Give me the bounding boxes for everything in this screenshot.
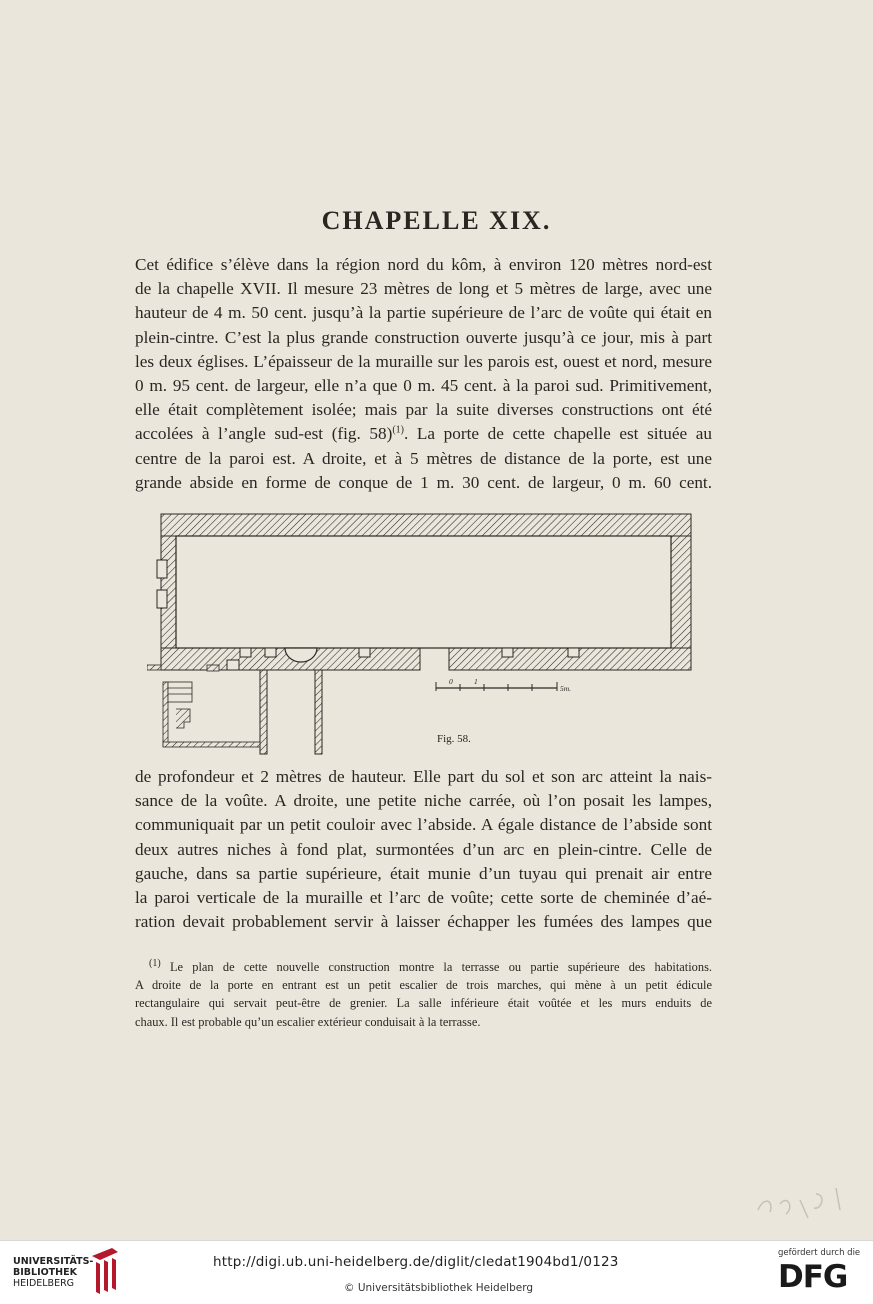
footnote-reference[interactable]: (1) bbox=[392, 424, 405, 436]
paragraph-1 bbox=[135, 253, 712, 495]
text-segment: . La porte de cette chapelle est située au bbox=[404, 424, 712, 444]
text-line: plein-cintre. C’est la plus grande construction ouverte jusqu’à ce jour, mis à part bbox=[135, 327, 712, 347]
text-line: la paroi verticale de la muraille et l’arc de voûte; cette sorte de cheminée d’aé- bbox=[135, 888, 712, 908]
south-annex bbox=[147, 660, 322, 754]
text-line: Cet édifice s’élève dans la région nord du kôm, à environ 120 mètres nord-est bbox=[135, 255, 712, 274]
text-line: deux autres niches à fond plat, surmontées d’un arc en plein-cintre. Celle de bbox=[135, 839, 712, 859]
text-line: de la chapelle XVII. Il mesure 23 mètres de long et 5 mètres de large, avec une bbox=[135, 279, 712, 299]
footnote-line: rectangulaire qui servait peut-être de grenier. La salle inférieure était voûtée et les murs enduits de bbox=[135, 996, 712, 1011]
dfg-logo[interactable]: DFG bbox=[778, 1259, 848, 1295]
text-segment: accolées à l’angle sud-est (fig. 58) bbox=[135, 424, 393, 444]
scale-label-five: 5m. bbox=[560, 684, 572, 693]
text-line: hauteur de 4 m. 50 cent. jusqu’à la partie supérieure de l’arc de voûte qui était en bbox=[135, 303, 712, 323]
text-line: 0 m. 95 cent. de largeur, elle n’a que 0 m. 45 cent. à la paroi sud. Primitivement, bbox=[135, 376, 712, 396]
footnote bbox=[135, 958, 712, 1031]
page-title: CHAPELLE XIX. bbox=[321, 206, 552, 235]
footnote-line: chaux. Il est probable qu’un escalier extérieur conduisait à la terrasse. bbox=[135, 1014, 481, 1029]
scale-label-one: 1 bbox=[474, 677, 478, 686]
text-line-with-footnote bbox=[135, 422, 712, 446]
footnote-text: Le plan de cette nouvelle construction montre la terrasse ou partie supérieure des habitations. bbox=[169, 960, 712, 974]
text-line: grande abside en forme de conque de 1 m. 30 cent. de largeur, 0 m. 60 cent. bbox=[135, 472, 712, 492]
text-line: sance de la voûte. A droite, une petite niche carrée, où l’on posait les lampes, bbox=[135, 791, 712, 811]
library-logo-icon[interactable] bbox=[88, 1246, 124, 1296]
text-line: de profondeur et 2 mètres de hauteur. Elle part du sol et son arc atteint la nais- bbox=[135, 767, 712, 786]
figure-caption: Fig. 58. bbox=[437, 733, 471, 745]
text-line: les deux églises. L’épaisseur de la muraille sur les parois est, ouest et nord, mesure bbox=[135, 351, 712, 371]
library-name-line: HEIDELBERG bbox=[13, 1278, 75, 1289]
permalink-url[interactable]: http://digi.ub.uni-heidelberg.de/diglit/cledat1904bd1/0123 bbox=[213, 1254, 619, 1270]
pencil-marks bbox=[750, 1160, 860, 1230]
text-line: centre de la paroi est. A droite, et à 5 mètres de distance de la porte, est une bbox=[135, 448, 712, 468]
footer-bar bbox=[0, 1240, 873, 1304]
text-line: communiquait par un petit couloir avec l’abside. A égale distance de l’abside sont bbox=[135, 815, 712, 835]
scale-label-zero: 0 bbox=[449, 677, 453, 686]
funding-note: gefördert durch die bbox=[778, 1248, 861, 1258]
text-line: elle était complètement isolée; mais par la suite diverses constructions ont été bbox=[135, 400, 712, 420]
footnote-line: A droite de la porte en entrant est un petit escalier de trois marches, qui mène à un petit édicule bbox=[135, 978, 712, 993]
paragraph-2 bbox=[135, 765, 712, 934]
footnote-line bbox=[135, 958, 712, 976]
library-name-line: UNIVERSITÄTS- bbox=[13, 1256, 94, 1267]
text-line: ration devait probablement servir à laisser échapper les fumées des lampes que bbox=[135, 912, 712, 932]
text-line: gauche, dans sa partie supérieure, était munie d’un tuyau qui prenait air entre bbox=[135, 863, 712, 883]
floor-plan-figure bbox=[147, 510, 707, 760]
chapel-walls bbox=[161, 514, 691, 670]
library-name-line: BIBLIOTHEK bbox=[13, 1267, 77, 1278]
copyright-notice: © Universitätsbibliothek Heidelberg bbox=[344, 1282, 534, 1294]
library-logo-text[interactable] bbox=[13, 1256, 93, 1289]
footnote-marker: (1) bbox=[149, 957, 161, 969]
scale-bar bbox=[436, 677, 571, 693]
